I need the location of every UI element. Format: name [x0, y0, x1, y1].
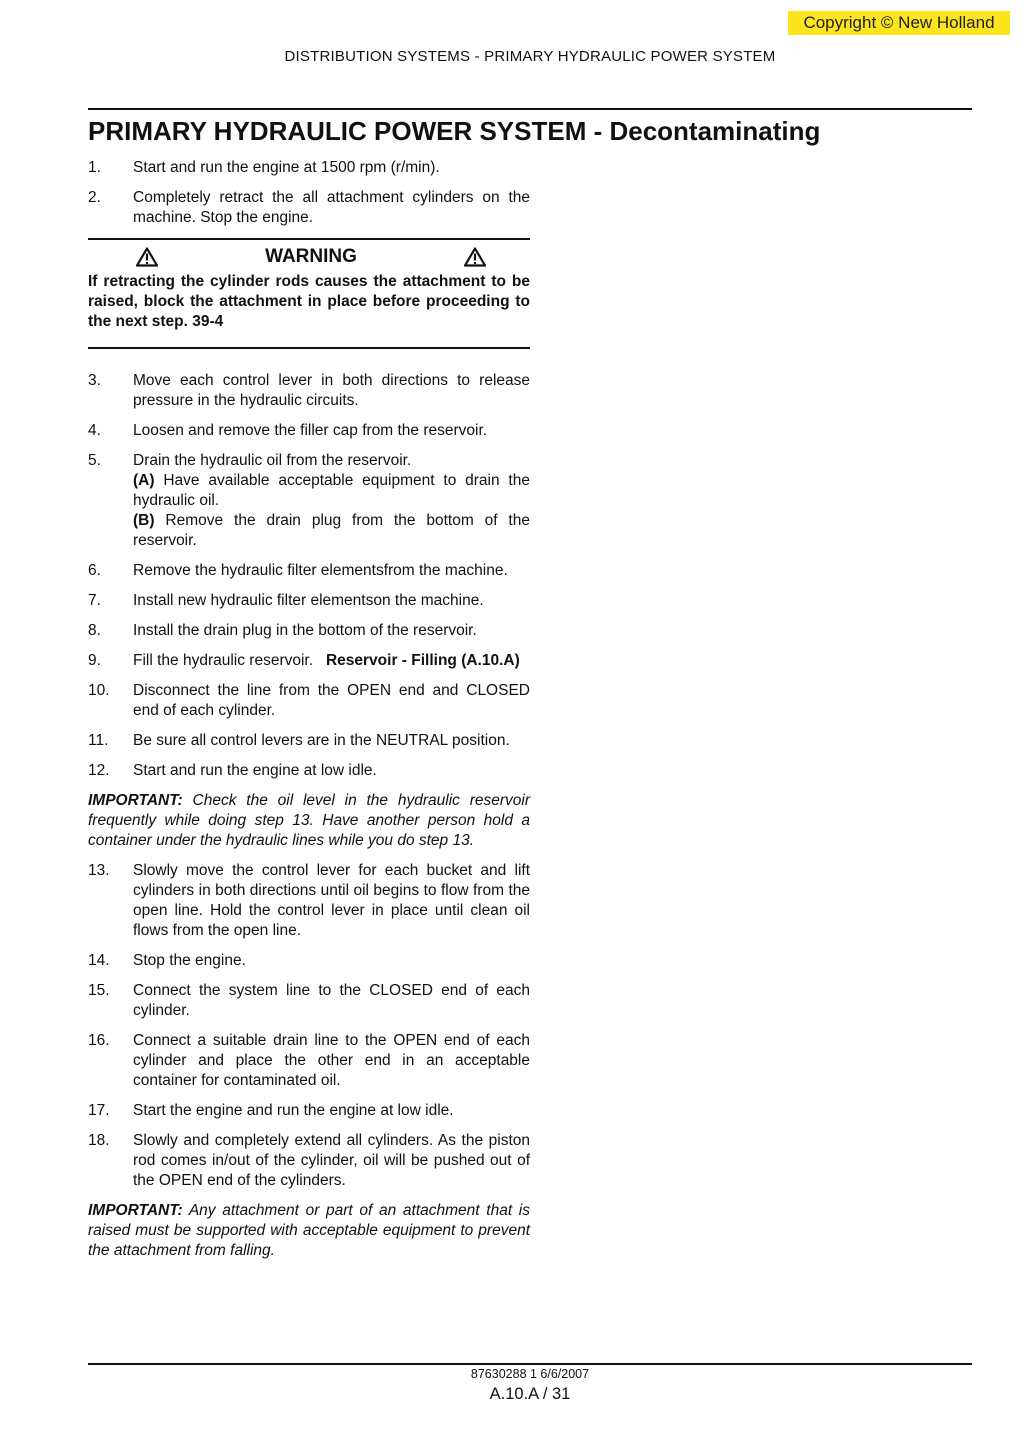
document-code: 87630288 1 6/6/2007 [470, 1367, 590, 1381]
step-item [88, 1131, 530, 1191]
step-item [88, 421, 530, 441]
step-number: 3. [88, 372, 101, 389]
step-text: Install the drain plug in the bottom of the reservoir. [133, 622, 477, 639]
step-text: Completely retract the all attachment cylinders on the machine. Stop the engine. [133, 189, 530, 226]
cross-reference-link[interactable]: Reservoir - Filling (A.10.A) [325, 652, 520, 669]
step-text: Connect the system line to the CLOSED end of each cylinder. [133, 982, 530, 1019]
step-number: 2. [88, 189, 101, 206]
step-number: 6. [88, 562, 101, 579]
step-text: Slowly and completely extend all cylinders. As the piston rod comes in/out of the cylinder, oil will be pushed out of the OPEN end of the cylinders. [133, 1132, 530, 1189]
step-item [88, 1031, 530, 1091]
step-text: Stop the engine. [133, 952, 246, 969]
step-item [88, 561, 530, 581]
step-number: 17. [88, 1102, 110, 1119]
step-number: 8. [88, 622, 101, 639]
important-label: IMPORTANT: [88, 1202, 183, 1219]
warning-header [88, 242, 530, 272]
step-item [88, 951, 530, 971]
page-title: PRIMARY HYDRAULIC POWER SYSTEM - Decontaminating [88, 116, 821, 146]
step-number: 10. [88, 682, 110, 699]
footer-rule [88, 1363, 972, 1365]
step-number: 1. [88, 159, 101, 176]
step-item [88, 651, 530, 671]
step-number: 18. [88, 1132, 110, 1149]
warning-triangle-icon [136, 247, 158, 267]
step-text: Loosen and remove the filler cap from the reservoir. [133, 422, 488, 439]
step-item [88, 861, 530, 941]
step-number: 16. [88, 1032, 110, 1049]
warning-title: WARNING [265, 246, 357, 267]
copyright-badge: Copyright © New Holland [788, 11, 1010, 35]
step-text: Remove the hydraulic filter elementsfrom the machine. [133, 562, 508, 579]
step-number: 12. [88, 762, 110, 779]
step-number: 13. [88, 862, 110, 879]
warning-box [88, 238, 530, 349]
running-header: DISTRIBUTION SYSTEMS - PRIMARY HYDRAULIC POWER SYSTEM [284, 48, 776, 65]
step-item [88, 158, 530, 178]
step-text: Install new hydraulic filter elementson the machine. [133, 592, 484, 609]
step-number: 7. [88, 592, 101, 609]
header-rule [88, 108, 972, 110]
step-text-block [133, 651, 530, 671]
step-text: Disconnect the line from the OPEN end and CLOSED end of each cylinder. [133, 682, 530, 719]
step-item [88, 681, 530, 721]
substep-text: Have available acceptable equipment to drain the hydraulic oil. [133, 472, 530, 509]
step-item [88, 371, 530, 411]
important-text: Check the oil level in the hydraulic reservoir frequently while doing step 13. Have another person hold a container under the hydraulic lines while you do step 13. [88, 792, 530, 849]
step-number: 4. [88, 422, 101, 439]
page-number: A.10.A / 31 [489, 1385, 571, 1403]
step-item [88, 761, 530, 781]
step-item [88, 621, 530, 641]
warning-top-rule [88, 238, 530, 240]
substep-label: (B) [133, 512, 155, 529]
step-item [88, 1101, 530, 1121]
warning-triangle-icon [464, 247, 486, 267]
step-text: Connect a suitable drain line to the OPEN end of each cylinder and place the other end in an acceptable container for contaminated oil. [133, 1032, 530, 1089]
important-note [88, 1201, 530, 1261]
warning-text: If retracting the cylinder rods causes the attachment to be raised, block the attachment in place before proceeding to the next step. 39-4 [88, 273, 530, 330]
step-item [88, 591, 530, 611]
important-label: IMPORTANT: [88, 792, 183, 809]
step-text-block [133, 451, 530, 551]
warning-bottom-rule [88, 347, 530, 349]
substep-label: (A) [133, 472, 155, 489]
important-text: Any attachment or part of an attachment that is raised must be supported with acceptable equipment to prevent the attachment from falling. [88, 1202, 531, 1259]
substep-a [133, 471, 530, 511]
step-text: Move each control lever in both directions to release pressure in the hydraulic circuits. [133, 372, 530, 409]
step-number: 9. [88, 652, 101, 669]
step-number: 15. [88, 982, 110, 999]
step-text: Start the engine and run the engine at low idle. [133, 1102, 454, 1119]
step-text: Be sure all control levers are in the NEUTRAL position. [133, 732, 510, 749]
important-note [88, 791, 530, 851]
step-number: 14. [88, 952, 110, 969]
step-text: Slowly move the control lever for each bucket and lift cylinders in both directions until oil begins to flow from the open line. Hold the control lever in place until clean oil flows from the open line. [133, 862, 530, 939]
content-column [88, 158, 530, 1271]
step-text: Drain the hydraulic oil from the reservoir. [133, 452, 412, 469]
step-number: 5. [88, 452, 101, 469]
step-item [88, 981, 530, 1021]
step-item [88, 731, 530, 751]
step-number: 11. [88, 732, 109, 749]
step-text: Fill the hydraulic reservoir. [133, 652, 314, 669]
step-item [88, 188, 530, 228]
step-text: Start and run the engine at low idle. [133, 762, 377, 779]
substep-b [133, 511, 530, 551]
substep-text: Remove the drain plug from the bottom of the reservoir. [133, 512, 530, 549]
step-text: Start and run the engine at 1500 rpm (r/min). [133, 159, 440, 176]
step-item [88, 451, 530, 551]
